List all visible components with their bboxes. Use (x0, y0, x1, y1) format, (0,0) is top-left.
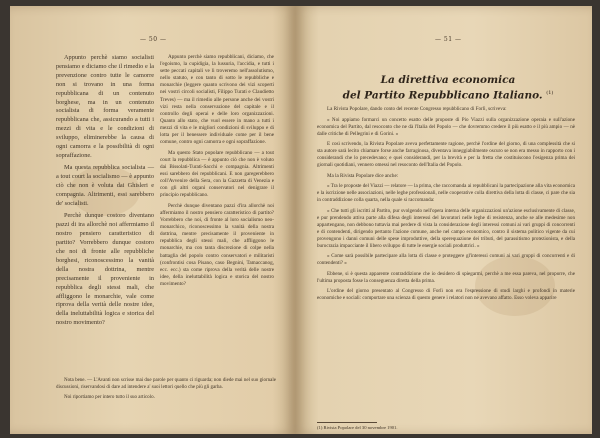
left-column-1 (56, 54, 154, 332)
footnote-rule (317, 422, 377, 423)
page-number-left: — 50 — (140, 36, 167, 43)
left-page-notes (56, 378, 276, 405)
page-number-right: — 51 — (435, 36, 462, 43)
title-line-1: La direttiva economica (380, 74, 516, 86)
paragraph: Appunto perchè siamo repubblicani, diciamo, che l'egoismo, la cupidigia, la lussuria, l'accidia, e tutti i sette peccati capitali ve li troveremo nell'assolutismo, nello statuto, e con tanto di sotto le repubbliche e monarchie (leggere quanto scrivono dei vizi scoperti nei vostri circoli socialisti, Filippo Turati e Claudietto Treves) — ma il rimedio alle persone anche dei vostri vizi resta nella conservazione del capitale e il controllo degli operai e delle loro organizzazioni. Quanto allo stato, che vuol essere in mano a tutti i mezzi di vita e le migliori condizioni di sviluppo e di lotta per il benessere individuale come per il bene comune, contro ogni camorra e ogni sopraffazione. (160, 54, 274, 146)
note: Nota bene. — L'Avanti non scrisse mai due parole per quanto ci riguarda; non diede mai nel suo giornale discussioni, riservandosi di dare ad intendere a' suoi lettori quello che più gli garba. (56, 378, 276, 390)
paragraph: L'ordine del giorno presentato al Congresso di Forlì non era l'espressione di studi larghi e profondi in materie economiche e sociali: comportare una scienza di questo genere i relatori non ne avevano affatto. Esso voleva apparire (317, 288, 575, 301)
paragraph: Ebbene, si è questa apparente contraddizione che io desidero di spiegarmi, perchè a me essa pareva, nel proporre, che l'ultima proposta fosse la conseguenza diretta della prima. (317, 270, 575, 284)
paragraph: Ma questa repubblica socialista — a tout court la socialismo — è appunto ciò che non è voluta dai Ghisleri e compagnia. Altrimenti, essi sarebbero de' socialisti. (56, 164, 154, 207)
paragraph: Perchè dunque diventano pazzi d'ira allorchè noi affermiamo il nostro pensiero caratteristico di partito? Vorrebbero che noi, di fronte al loro socialismo neo-monarchico, riconoscessimo la vanità della nostra dottrina, mentre precisamente il proveniente in repubblica degli stessi mali, che affliggono le monarchie, ma con tanta discrezione di colpe nella battaglia del popolo contro conservatori e militaristi (confrontisi cosa Pisano, caso Begnini, Tamaccanog, ecc. ecc.) sta come riprova della verità delle nostre idee, della ineluttabilità logica e storica del nostro movimento? (160, 202, 274, 287)
paragraph: « Come sarà possibile partecipare alla lotta di classe e proteggere gl'interessi comuni ai vari gruppi di concorrenti e di contendenti? » (317, 253, 575, 266)
note: Noi riportiamo per intero tutto il suo articolo. (64, 394, 155, 400)
left-page (10, 6, 295, 434)
paragraph: « Tra le proposte del Viazzi — relatore — la prima, che raccomanda ai repubblicani la partecipazione alla vita economica e la iscrizione nelle associazioni, nelle leghe professionali, nelle cooperative colla direttiva della lotta di classe, ci pare che sia in contraddizione colla quarta, nella quale si raccomanda: (317, 183, 575, 203)
paragraph: « Che tutti gli iscritti al Partito, pur svolgendo nell'opera interna delle organizzazioni un'azione esclusivamente di classe, e pur prendendo attiva parte alla difesa degli interessi del lavoratori nelle leghe di resistenza, anche se alle medesime non appartengano, non debbono tuttavia mai perdere di vista la considerazione degli interessi comuni ai vari gruppi di concorrenti e di contendenti, dirigendo pertanto l'azione comune, anche nel campo economico, contro il sistema politico vigente da cui provengono i danni comuni delle spese improduttive, della sperequazione dei tributi, del parassitismo protezionista, e della burocrazia impacciante il libero sviluppo di tutte le energie sociali produttrici. » (317, 207, 575, 249)
right-page (295, 6, 592, 434)
paragraph: Appunto perchè siamo socialisti pensiamo e diciamo che il rimedio e la prevenzione contro tutte le camorre non si trovano in una forma repubblicana di un contenuto borghese, ma in un contenuto socialista di forma veramente repubblicana che, assicurando a tutti i mezzi di vita e le condizioni di sviluppo, eliminerebbe la causa di ogni camorra e la possibilità di ogni sopraffazione. (56, 54, 154, 159)
paragraph: Perchè dunque costoro diventano pazzi di ira allorchè noi affermiamo il nostro pensiero caratteristico di partito? Vorrebbero dunque costoro che noi di fronte alle repubbliche borghesi, riconoscessimo la vanità della nostra dottrina, mentre precisamente il proveniente in repubblica degli stessi mali, che affliggono le monarchie, vale come riprova della verità delle nostre idee, della ineluttabilità logica e storica del nostro movimento? (56, 212, 154, 327)
title-line-2 (323, 87, 573, 103)
title-line-2-text: del Partito Repubblicano Italiano. (342, 89, 543, 102)
right-column (317, 106, 575, 306)
article-title (323, 74, 573, 103)
paragraph: E così scrivendo, la Rivista Popolare aveva perfettamente ragione, perchè l'ordine del giorno, di una complessità che si sta autore sarà lecito chiamare forse anche farraginosa, diventava inneggiabilmente oscuro se non era messo in rapporto con i considerandi che lo precedevano; e quei considerandi, per la brevità e per la fretta che costituiscono l'esigenza prima dei giornali quotidiani, vennero omessi nel resoconto dell'Italia del Popolo. (317, 141, 575, 168)
paragraph: Ma questo Stato popolare repubblicano — a tout court la repubblica — è appunto ciò che non è voluto dai Bissolati-Turati-Sacchi e compagnia. Altrimenti essi sarebbero dei repubblicani. E non garegerebbero coll'Avvenire della Sera, con la Gazzetta di Venezia e con gli altri organi conservatori nel denigrare il principio repubblicano. (160, 149, 274, 199)
book-spread (10, 6, 592, 434)
paragraph: La Rivista Popolare, dando conto del recente Congresso repubblicano di Forlì, scriveva: (327, 106, 507, 112)
paragraph: Ma la Rivista Popolare dice anche: (327, 172, 399, 179)
left-column-2 (160, 54, 274, 292)
footnote: (1) Rivista Popolare del 30 novembre 1901. (317, 425, 398, 430)
title-footnote-marker: (1) (546, 90, 554, 96)
paragraph: « Noi appiamo formarci un concetto esatto delle proposte di Pio Viazzi sulla organizzazione operaia e sull'azione economica del Partito, dal resoconto che ne dà l'Italia del Popolo — che dovremmo credere il più esatto e il più ampio — nè dalle critiche di Pellegrini e di Gorini. » (317, 116, 575, 137)
